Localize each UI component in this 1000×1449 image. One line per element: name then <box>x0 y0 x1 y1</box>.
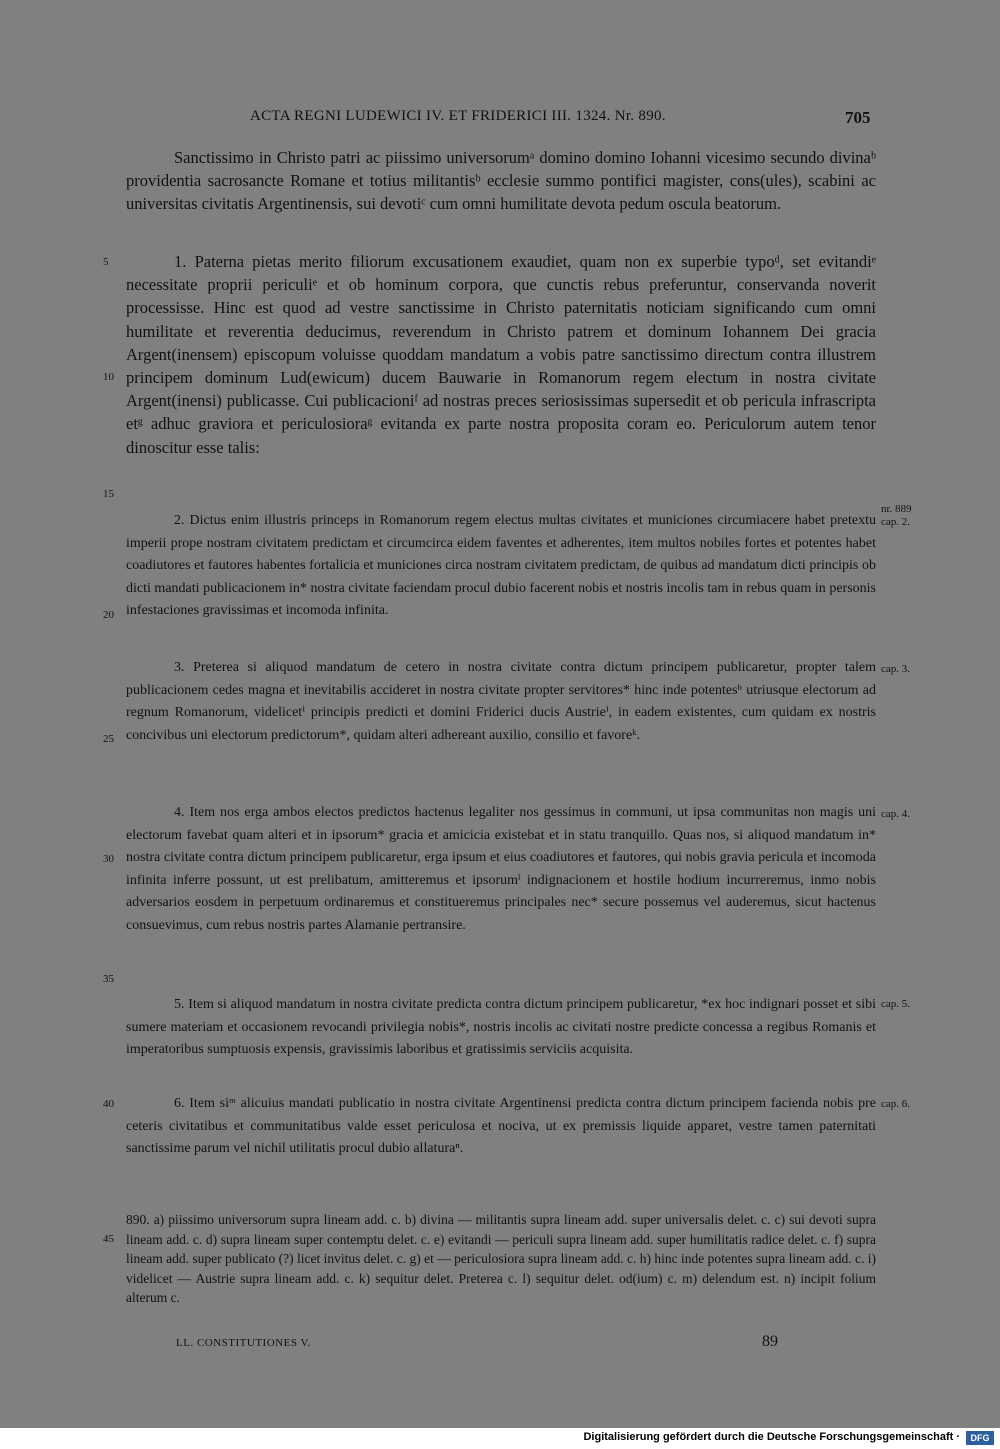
section-number: 4. <box>174 805 185 820</box>
section-1 <box>126 250 876 459</box>
sheet-number: 89 <box>762 1333 778 1350</box>
section-number: 1. <box>174 252 187 271</box>
line-number: 20 <box>103 609 114 621</box>
section-text: Item siᵐ alicuius mandati publicatio in nostra civitate Argentinensi predicta contra dictum principem facienda nobis pre ceteris civitatibus et communitatibus valde esset periculosa et nociva, ut ex premissis liquide apparet, vestre tamen paternitati sanctissime parum vel nichil utilitatis procul dubio allaturaⁿ. <box>126 1096 877 1156</box>
section-3 <box>126 657 876 747</box>
section-number: 3. <box>174 660 185 675</box>
section-text: Paterna pietas merito filiorum excusationem exaudiet, quam non ex superbie typoᵈ, set evitandiᵉ necessitate proprii periculiᵉ et ob hominum corpora, que cunctis rebus preferuntur, conservanda noverit processisse. Hinc est quod ad vestre sanctissime in Christo paternitatis noticiam significando cum omni humilitate et reverentia deducimus, reverendum in Christo patrem et dominum Iohannem Dei gracia Argent(inensem) episcopum voluisse quoddam mandatum a vobis patre sanctissimo directum contra illustrem principem dominum Lud(ewicum) ducem Bauwarie in Romanorum regem electum in nostra civitate Argent(inensi) publicasse. Cui publicacioniᶠ ad nostras preces seriosissimas supersedit et ob pericula infrascripta etᵍ adhuc graviora et periculosioraᵍ evitanda ex parte nostra proposita coram eo. Periculorum autem tenor dinoscitur esse talis: <box>126 252 876 457</box>
margin-note-cap6: cap. 6. <box>881 1098 911 1110</box>
section-text: Item si aliquod mandatum in nostra civitate predicta contra dictum principem publicaretur, *ex hoc indignari posset et sibi sumere materiam et occasionem revocandi privilegia nobis*, nostris incolis ac civitati nostre predicte concessa a regibus Romanis et imperatoribus sumptuosis expensis, gravissimis laboribus et gratissimis serviciis acquisita. <box>126 997 877 1057</box>
line-number: 45 <box>103 1233 114 1245</box>
page-number: 705 <box>845 108 871 127</box>
section-4 <box>126 802 876 937</box>
running-title: ACTA REGNI LUDEWICI IV. ET FRIDERICI III. 1324. Nr. 890. <box>250 108 666 124</box>
section-number: 2. <box>174 513 185 528</box>
section-text: Dictus enim illustris princeps in Romanorum regem electus multas civitates et municiones circumiacere habet pretextu imperii prope nostram civitatem predictam et circumcirca eidem faventes et adherentes, item multos nobiles fortes et potentes habet coadiutores et fautores habentes fortalicia et municiones circa nostram civitatem predictam, de quibus ad mandatum dicti principis ob dicti mandati publicacionem in* nostra civitate faciendam procul dubio facerent nobis et nostris incolis tam in rebus quam in personis infestaciones gravissimas et incomoda infinita. <box>126 513 876 618</box>
line-number: 40 <box>103 1098 114 1110</box>
funding-bar <box>0 1428 1000 1449</box>
section-5 <box>126 994 876 1062</box>
line-number: 15 <box>103 488 114 500</box>
line-number: 35 <box>103 973 114 985</box>
funding-text: Digitalisierung gefördert durch die Deutsche Forschungsgemeinschaft · <box>583 1431 960 1443</box>
margin-note-cap2: cap. 2. <box>881 516 911 528</box>
margin-note-cap3: cap. 3. <box>881 663 911 675</box>
intro-paragraph <box>126 146 876 216</box>
section-number: 6. <box>174 1096 185 1111</box>
line-number: 10 <box>103 371 114 383</box>
margin-note-cap5: cap. 5. <box>881 998 911 1010</box>
line-number: 5 <box>103 256 109 268</box>
intro-text: Sanctissimo in Christo patri ac piissimo universorumᵃ domino domino Iohanni vicesimo secundo divinaᵇ providentia sacrosancte Romane et totius militantisᵇ ecclesie summo pontifici magister, cons(ules), scabini ac universitas civitatis Argentinensis, sui devotiᶜ cum omni humilitate devota pedum oscula beatorum. <box>126 148 876 214</box>
section-text: Item nos erga ambos electos predictos hactenus legaliter nos gessimus in communi, ut ipsa communitas non magis uni electorum favebat quam alteri et in ipsorum* gracia et amicicia existebat et in statu tranquillo. Quas nos, si aliquod mandatum in* nostra civitate contra dictum principem publicaretur, erga ipsum et eius coadiutores et fautores, qui nobis gravia pericula et incomoda infinita inferre possunt, ut est prelibatum, amitteremus et ipsorumˡ indignacionem et hostile hodium incurreremus, inmo nobis adversarios eosdem in perpetuum ordinaremus et constitueremus principales nec* secure possemus vel auderemus, sicut hactenus consuevimus, cum rebus nostris partes Alamanie pertransire. <box>126 805 876 933</box>
series-title: LL. CONSTITUTIONES V. <box>176 1337 311 1349</box>
line-number: 30 <box>103 853 114 865</box>
section-number: 5. <box>174 997 185 1012</box>
section-2 <box>126 510 876 623</box>
section-6 <box>126 1093 876 1161</box>
dfg-logo-icon: DFG <box>966 1431 994 1445</box>
footnotes: 890. a) piissimo universorum supra lineam add. c. b) divina — militantis supra lineam add. super universalis delet. c. c) sui devoti supra lineam add. c. d) supra lineam super contemptu delet. c. e) evitandi — periculi supra lineam add. super humilitatis radice delet. c. f) supra lineam add. super publicato (?) licet invitus delet. c. g) et — periculosiora supra lineam add. c. h) hinc inde potentes supra lineam add. c. i) videlicet — Austrie supra lineam add. c. k) sequitur delet. Preterea c. l) sequitur delet. od(ium) c. m) delendum est. n) incipit folium alterum c. <box>126 1212 876 1305</box>
margin-note-cap4: cap. 4. <box>881 808 911 820</box>
section-text: Preterea si aliquod mandatum de cetero in nostra civitate contra dictum principem publicaretur, propter talem publicacionem cedes magna et inevitabilis accideret in nostra civitate propter servitores* hinc inde potentesʰ utriusque electorum ad regnum Romanorum, videlicetⁱ principis predicti et domini Friderici ducis Austrieⁱ, in eadem existentes, cum quidam ex nostris concivibus uni electorum predictorum*, quidam alteri adhereant auxilio, consilio et favoreᵏ. <box>126 660 877 743</box>
line-number: 25 <box>103 733 114 745</box>
margin-note-nr: nr. 889 <box>881 503 912 515</box>
